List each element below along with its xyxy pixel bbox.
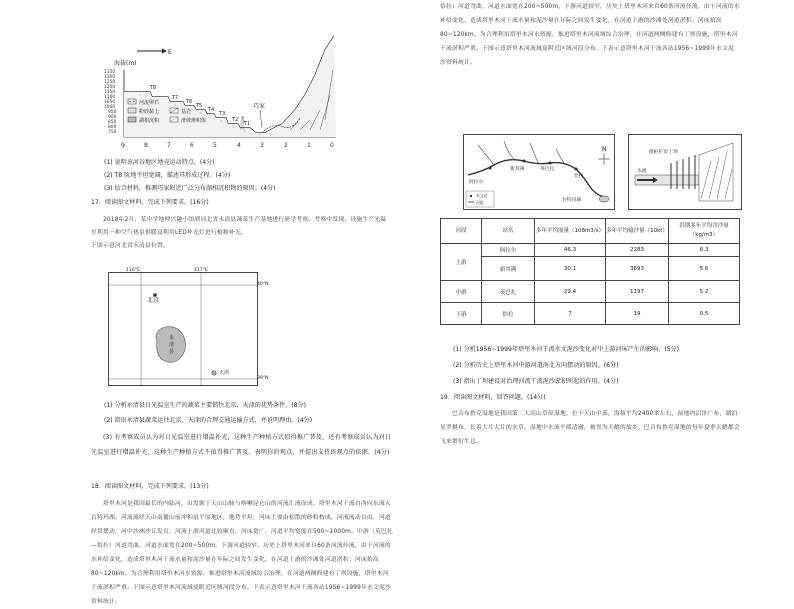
beijing-label: 北京: [147, 297, 160, 304]
table-cell: 中游: [441, 281, 482, 303]
table-header-row: [441, 219, 740, 244]
tianjin-label: 天津: [219, 370, 230, 376]
direction-label: E: [168, 49, 172, 56]
table-cell: 0.5: [669, 303, 740, 325]
terrace-label: T2: [232, 117, 239, 123]
altitude-label: 海拔(m): [114, 60, 137, 67]
lat-label-40: 40°N: [257, 282, 269, 287]
x-tick: 7: [167, 142, 171, 149]
x-tick: 3: [260, 142, 264, 149]
table-header: 站名: [482, 219, 535, 244]
y-tick: 1150: [104, 90, 116, 95]
legend-item: 河流卵石: [139, 100, 160, 106]
table-cell: 29.4: [535, 281, 606, 303]
q17-item-3: (3) 有考察成员认为对日光温室进行增温补光，这种生产种植方式值得推广普及，还有考察成员认为对日光温室进行增温补光，这种生产种植方式不值得推广普及。表明你的观点，并提出支持该观点的依据。(4分): [91, 434, 392, 456]
x-tick: 1: [307, 142, 311, 149]
north-label: N: [602, 146, 607, 153]
lon-label-117: 117°E: [194, 268, 208, 273]
q17-item-2: (2) 指出永清县蔬菜运往北京、天津的合理交通运输方式，并说明理由。(4分): [104, 417, 313, 424]
terrace-label: T3: [219, 111, 226, 117]
y-tick: 900: [108, 115, 117, 120]
tarim-river-map: [463, 134, 615, 210]
y-tick: 1200: [104, 85, 116, 90]
table-row: [441, 244, 740, 257]
x-tick: 6: [190, 142, 194, 149]
x-tick: 2: [284, 142, 288, 149]
y-tick: 1000: [104, 105, 116, 110]
table-header: 多年平均输沙量（10kt）: [606, 219, 669, 244]
q17-item-1: (1) 分析永清县日光温室生产的蔬菜主要销往北京、天津的优势条件。(8分): [104, 402, 307, 409]
q16-item-2: (2) T8 阶地平坦宽阔，描述其形成过程。(4分): [104, 172, 231, 179]
table-cell: 新其满: [482, 257, 535, 281]
table-cell: 5.6: [669, 257, 740, 281]
dam-label: 排桩护岸丁坝: [649, 150, 678, 155]
x-tick: 0: [330, 142, 334, 149]
x-tick: 9: [121, 142, 125, 149]
station-aksu: 阿拉尔: [469, 180, 484, 185]
table-cell: 1197: [606, 281, 669, 303]
q19-heading: 19．阅读图文材料，回答问题。(14分): [440, 394, 546, 401]
lat-label-39: 39°N: [257, 376, 269, 381]
y-tick: 800: [108, 125, 117, 130]
q18-para1-right: [440, 0, 740, 125]
y-tick: 750: [108, 130, 117, 135]
q17-heading: 17．阅读图文材料，完成下列要求。(16分): [91, 199, 209, 206]
table-cell: 46.3: [535, 244, 606, 257]
y-tick: 1100: [104, 95, 116, 100]
station-yingbazha: 英巴扎: [540, 167, 555, 172]
y-tick: 850: [108, 120, 117, 125]
q16-item-3: (3) 结合材料，推测巧家附近广泛分布湖相沉积物的原因。(4分): [104, 185, 276, 192]
terrace-label: T6: [186, 99, 193, 105]
table-header: 多年平均流量（108m3/s）: [535, 219, 606, 244]
table-cell: 30.1: [535, 257, 606, 281]
table-cell: 阿拉尔: [482, 244, 535, 257]
table-cell: 恰拉: [482, 303, 535, 325]
q18-para1-left: 塔里木河是我国最长的内陆河，由发源于天山山脉与喀喇昆仑山的河流汇流而成。塔里木河干流自西向东流入台特玛湖。河流流经天山南麓山前冲积扇平原地区，地势平坦，河床主要由松散的砂粉构成，河流流动自由，河道经常摆动，河中沙洲沙丘发育，河流上游河道比较顺直，河床宽广，河道平均宽度在500~1000m。中游（英巴扎—恰拉）河道弯曲，河道水面宽在200~500m，下游河道较窄。历史上塔里木河来自60条河流径流，由于河流的水补给变化，造成塔里木河干流水量和泥沙量在年际之间发生变化，在河道上游的沙滩处河道淤积；河床抬高80~120km。为合理利用塔里木河水资源，推进塔里木河流域综合治理，在河道两侧修建有丁坝设施，塔里木河干流淤积严重。下图示意塔里木河流域及附近区域河段分布。下表示意塔里木河干流各站1956~1999年水文泥沙资料统计。: [91, 501, 393, 605]
legend-item: 湖相沉积: [139, 118, 160, 124]
map-legend-station: 水文站: [476, 193, 488, 198]
q18-heading: 18．阅读图文材料，完成下列要求。(13分): [91, 483, 209, 490]
table-cell: 英巴扎: [482, 281, 535, 303]
y-tick: 1050: [104, 100, 116, 105]
groyne-diagram: [628, 134, 742, 210]
table-cell: 6.3: [669, 244, 740, 257]
y-tick: 950: [108, 110, 117, 115]
terrace-label: T4: [208, 107, 215, 113]
yongqing-map: [108, 272, 258, 386]
station-qiala: 恰拉: [574, 174, 584, 179]
q19-para1: 巴音布鲁克湿地是我国第二大高山草原湿地，位于天山中部，海拔平均2400米左右，湿地内沼泽广布，湖泊星罗棋布，长着大片大片的水草，湿地中水流平缓清澈，被誉为天鹅的故乡。巴音布鲁克湿地的每年夏季天鹅都会飞来繁衍生息。: [440, 411, 740, 445]
table-row: [441, 303, 740, 325]
terrace-label: T8: [150, 85, 157, 91]
terrace-label: T5: [196, 103, 203, 109]
county-label: 永清县: [169, 335, 175, 355]
lon-label-116: 116°E: [126, 268, 140, 273]
terrace-label: T1: [244, 121, 251, 127]
table-row: [441, 257, 740, 281]
y-tick: 1250: [104, 80, 116, 85]
place-label-qiaojia: 巧家: [253, 103, 266, 110]
table-cell: 上游: [441, 244, 482, 281]
q18-item-1: (1) 分析1956~1999年塔里木河干流水文泥沙变化对中上游河床产生的影响。(5分): [453, 346, 679, 353]
table-cell: 7: [535, 303, 606, 325]
q17-para1: 2018年2月，某中学地理兴趣小组到河北省永清县蔬菜生产基地进行研学考察。考察中发现，设施生产光温室利用一种空气热泵供暖及利用LED补光灯进行植物补光。: [91, 217, 387, 236]
lake-taitema: 台特玛湖: [562, 198, 582, 203]
station-xinqiman: 新其满: [510, 167, 525, 172]
x-tick: 5: [213, 142, 217, 149]
table-cell: 5.2: [669, 281, 740, 303]
table-cell: 3693: [606, 257, 669, 281]
y-tick: 1300: [104, 75, 116, 80]
q18-para-continued: 恰拉）河道弯曲，河道水面宽在200~500m，下游河道较窄。历史上塔里木河来自60条河流径流，由于河流的水补给变化，造成塔里木河干流水量和泥沙量在年际之间发生变化，在河道上游的沙滩处河道淤积；河床抬高80~120km。为合理利用塔里木河水资源，推进塔里木河流域综合治理，在河道两侧修建有丁坝设施，塔里木河干流淤积严重。下图示意塔里木河流域及附近区域河段分布。下表示意塔里木河干流各站1956~1999年水文泥沙资料统计。: [440, 3, 740, 66]
table-cell: 19: [606, 303, 669, 325]
table-cell: 下游: [441, 303, 482, 325]
y-tick: 1350: [104, 70, 116, 75]
x-tick: 8: [144, 142, 148, 149]
q18-item-2: (2) 分析历史上塔里木河中游河道南北方向摆动的原因。(6分): [453, 362, 619, 369]
q16-item-1: (1) 说明该河谷地区地壳运动特点。(4分): [104, 159, 215, 166]
terrace-label: T7: [172, 95, 179, 101]
table-row: [441, 281, 740, 303]
q18-item-3: (3) 指出丁坝建设对治理河流干流泥沙淤积所起的作用。(4分): [453, 378, 619, 385]
map-legend-river: 河流: [476, 200, 484, 205]
flow-label: 水流: [637, 169, 647, 174]
hydrology-table: [440, 218, 740, 325]
legend-item: 粉砂黏土: [139, 109, 160, 115]
legend-item: 滑坡堆积体: [181, 118, 207, 124]
table-cell: 2283: [606, 244, 669, 257]
table-header: 河段: [441, 219, 482, 244]
table-header: 洪期多年平均含沙量（kg/m3）: [669, 219, 740, 244]
x-tick: 4: [237, 142, 241, 149]
q17-para2: 下图示意河北省永清县位置。: [91, 243, 169, 249]
river-label: 金沙江: [239, 116, 245, 130]
legend-item: 基岩: [181, 109, 192, 115]
